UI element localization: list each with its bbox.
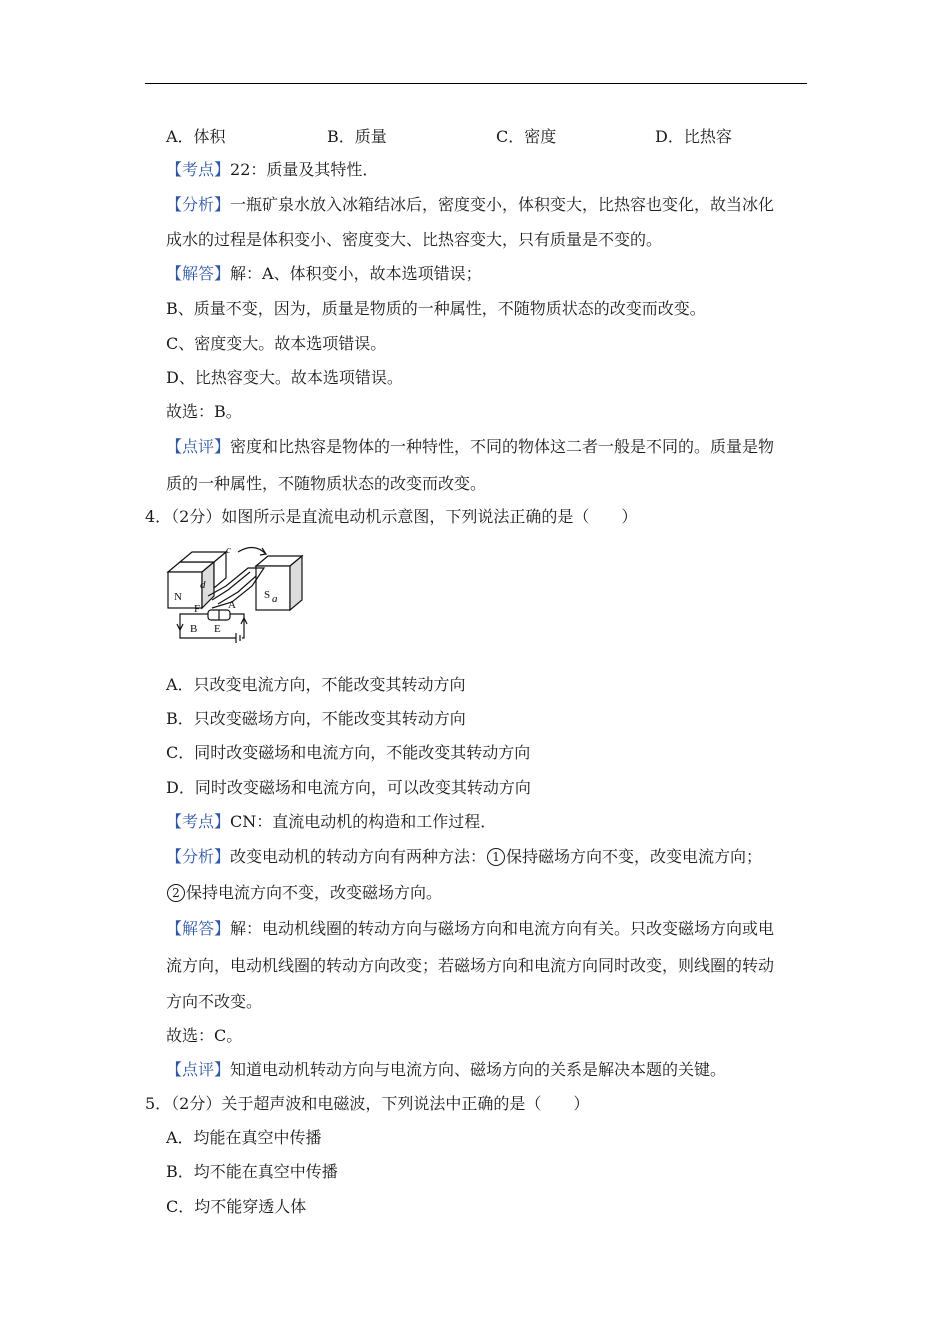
q4-jieda xyxy=(166,918,774,940)
q3-fenxi-line2: 成水的过程是体积变小、密度变大、比热容变大，只有质量是不变的。 xyxy=(166,230,663,249)
fig-label-s: S xyxy=(264,589,271,601)
q3-fenxi xyxy=(166,194,774,216)
fenxi-text-a: 改变电动机的转动方向有两种方法： xyxy=(230,847,487,866)
fig-label-d: d xyxy=(200,579,206,591)
q4-fenxi xyxy=(166,846,762,868)
fig-label-c: c xyxy=(226,544,231,556)
fenxi-text-c: 保持电流方向不变，改变磁场方向。 xyxy=(186,883,443,902)
kaodian-tag: 【考点】 xyxy=(166,812,231,831)
fenxi-tag: 【分析】 xyxy=(166,195,231,214)
q4-kaodian xyxy=(166,811,496,833)
jieda-text: 解：电动机线圈的转动方向与磁场方向和电流方向有关。只改变磁场方向或电 xyxy=(230,919,775,938)
fenxi-text-b: 保持磁场方向不变，改变电流方向； xyxy=(506,847,763,866)
q5-option-c: C．均不能穿透人体 xyxy=(166,1197,307,1216)
q3-dianping-line2: 质的一种属性，不随物质状态的改变而改变。 xyxy=(166,474,487,493)
q3-jieda-line2: B、质量不变，因为，质量是物质的一种属性，不随物质状态的改变而改变。 xyxy=(166,299,706,318)
q5-option-a: A．均能在真空中传播 xyxy=(166,1128,322,1147)
jieda-tag: 【解答】 xyxy=(166,919,231,938)
jieda-text: 解：A、体积变小，故本选项错误； xyxy=(230,264,482,283)
q3-answer: 故选：B。 xyxy=(166,402,242,421)
dc-motor-diagram xyxy=(166,538,304,648)
q4-fenxi-line2 xyxy=(166,882,442,904)
q4-option-d: D．同时改变磁场和电流方向，可以改变其转动方向 xyxy=(166,778,531,797)
q3-option-a: A．体积 xyxy=(166,127,226,146)
header-rule xyxy=(145,83,807,84)
circled-number-1: 1 xyxy=(487,848,505,866)
kaodian-text: 22：质量及其特性． xyxy=(230,160,379,179)
q3-kaodian xyxy=(166,159,378,181)
q4-option-b: B．只改变磁场方向，不能改变其转动方向 xyxy=(166,709,466,728)
fig-label-f: F xyxy=(194,603,201,615)
q3-jieda-line4: D、比热容变大。故本选项错误。 xyxy=(166,368,403,387)
q5-option-b: B．均不能在真空中传播 xyxy=(166,1162,338,1181)
kaodian-tag: 【考点】 xyxy=(166,160,231,179)
dianping-tag: 【点评】 xyxy=(166,437,231,456)
dianping-text: 密度和比热容是物体的一种特性，不同的物体这二者一般是不同的。质量是物 xyxy=(230,437,775,456)
q4-answer: 故选：C。 xyxy=(166,1026,243,1045)
q5-stem: 5．（2分）关于超声波和电磁波，下列说法中正确的是（ ） xyxy=(145,1094,590,1113)
q4-dianping xyxy=(166,1059,726,1081)
q3-jieda xyxy=(166,263,482,285)
q3-option-d: D．比热容 xyxy=(655,127,732,146)
q3-dianping xyxy=(166,436,774,458)
fenxi-tag: 【分析】 xyxy=(166,847,231,866)
dianping-tag: 【点评】 xyxy=(166,1060,231,1079)
fig-label-a: a xyxy=(272,593,278,605)
jieda-tag: 【解答】 xyxy=(166,264,231,283)
q4-option-a: A．只改变电流方向，不能改变其转动方向 xyxy=(166,675,466,694)
dianping-text: 知道电动机转动方向与电流方向、磁场方向的关系是解决本题的关键。 xyxy=(230,1060,727,1079)
fenxi-text: 一瓶矿泉水放入冰箱结冰后，密度变小，体积变大，比热容也变化，故当冰化 xyxy=(230,195,775,214)
fig-label-a-brush: A xyxy=(228,599,236,611)
fig-label-e: E xyxy=(214,623,221,635)
q4-jieda-line3: 方向不改变。 xyxy=(166,992,263,1011)
q4-stem: 4．（2分）如图所示是直流电动机示意图，下列说法正确的是（ ） xyxy=(145,507,638,526)
fig-label-b: B xyxy=(190,623,198,635)
q3-option-c: C．密度 xyxy=(496,127,557,146)
q3-jieda-line3: C、密度变大。故本选项错误。 xyxy=(166,334,387,353)
q3-option-b: B．质量 xyxy=(327,127,387,146)
q4-option-c: C．同时改变磁场和电流方向，不能改变其转动方向 xyxy=(166,743,531,762)
fig-label-n: N xyxy=(174,591,182,603)
q4-jieda-line2: 流方向，电动机线圈的转动方向改变；若磁场方向和电流方向同时改变，则线圈的转动 xyxy=(166,956,775,975)
kaodian-text: CN：直流电动机的构造和工作过程． xyxy=(230,812,497,831)
circled-number-2: 2 xyxy=(167,884,185,902)
